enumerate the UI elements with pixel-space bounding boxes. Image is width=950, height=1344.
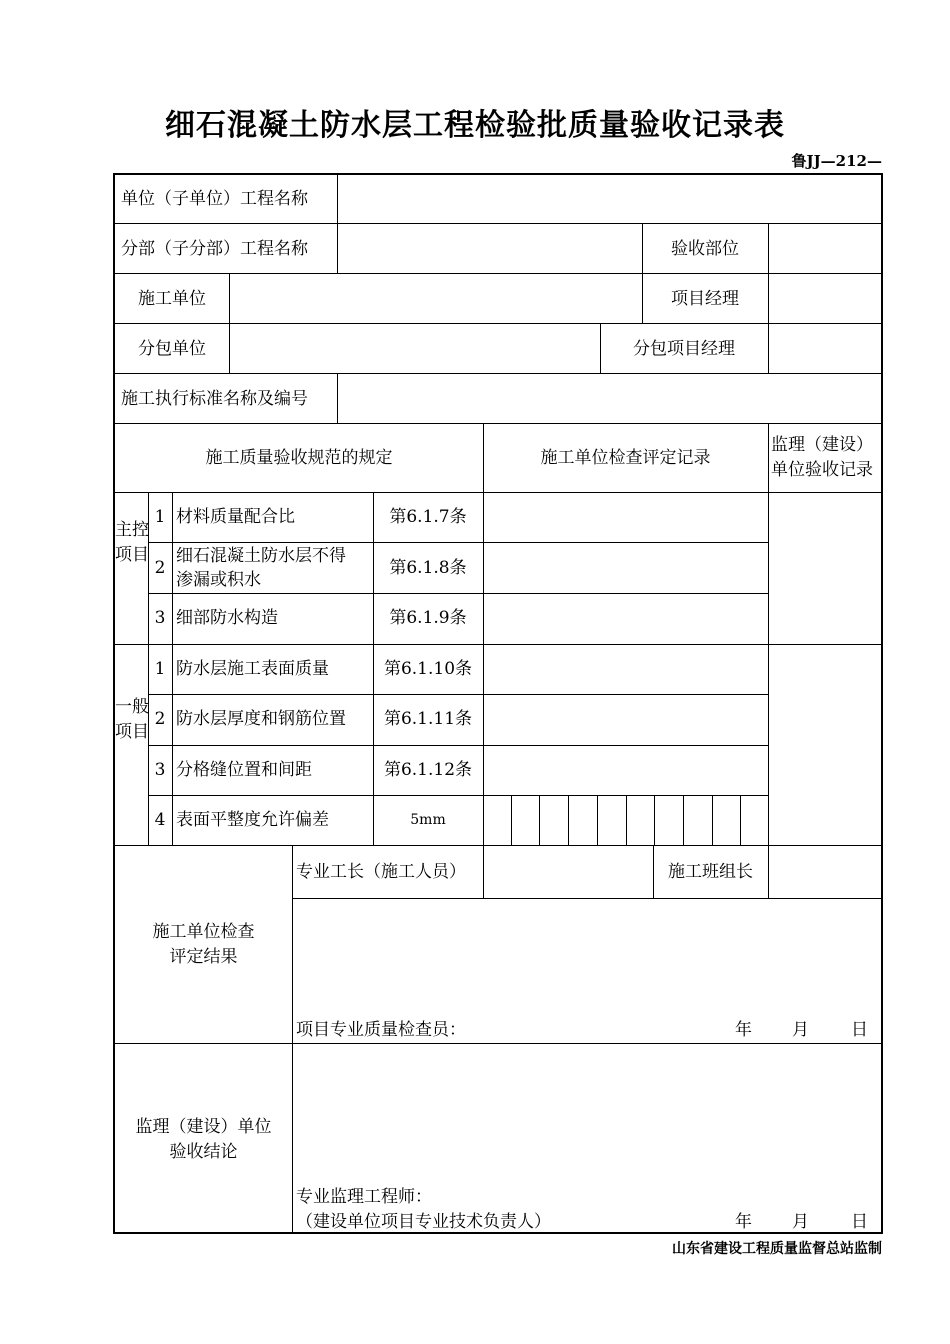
sub-project-manager-label: 分包项目经理	[633, 339, 735, 359]
table-row-no: 1	[154, 659, 166, 679]
table-row-no: 4	[154, 810, 166, 830]
date-month: 月	[792, 1020, 809, 1040]
inspection-form-table	[113, 173, 883, 1234]
item-clause: 第6.1.8条	[389, 558, 467, 578]
standard-label: 施工执行标准名称及编号	[121, 389, 308, 409]
sub-project-label: 分部（子分部）工程名称	[121, 239, 308, 259]
subcontractor-label: 分包单位	[138, 339, 206, 359]
date-day: 日	[851, 1212, 868, 1232]
construction-unit-label: 施工单位	[138, 289, 206, 309]
result-label-line2: 评定结果	[169, 947, 238, 967]
item-clause: 第6.1.12条	[383, 760, 473, 780]
project-manager-label: 项目经理	[671, 289, 739, 309]
engineer-note: （建设单位项目专业技术负责人）	[296, 1212, 551, 1232]
supervision-header-line2: 单位验收记录	[771, 460, 873, 480]
conclusion-label-line2: 验收结论	[169, 1142, 238, 1162]
date-year: 年	[735, 1212, 752, 1232]
table-row-no: 1	[154, 507, 166, 527]
form-code: 鲁JJ—212—	[791, 152, 882, 170]
acceptance-part-label: 验收部位	[671, 239, 739, 259]
footer-issuer: 山东省建设工程质量监督总站监制	[672, 1241, 882, 1257]
team-leader-label: 施工班组长	[668, 862, 753, 882]
item-name: 材料质量配合比	[176, 507, 295, 527]
foreman-label: 专业工长（施工人员）	[296, 862, 466, 882]
result-label-line1: 施工单位检查	[152, 922, 255, 942]
item-name: 防水层施工表面质量	[176, 659, 329, 679]
item-name: 分格缝位置和间距	[176, 760, 312, 780]
supervision-header-line1: 监理（建设）	[771, 435, 873, 455]
item-clause: 第6.1.9条	[389, 608, 467, 628]
item-name: 表面平整度允许偏差	[176, 810, 329, 830]
table-row-no: 2	[154, 558, 166, 578]
item-name: 细部防水构造	[176, 608, 278, 628]
item-name-line2: 渗漏或积水	[176, 570, 261, 590]
tolerance-value: 5mm	[410, 812, 446, 828]
spec-header: 施工质量验收规范的规定	[205, 448, 393, 468]
unit-project-label: 单位（子单位）工程名称	[121, 189, 308, 209]
date-year: 年	[735, 1020, 752, 1040]
inspector-label: 项目专业质量检查员：	[296, 1020, 466, 1040]
date-day: 日	[851, 1020, 868, 1040]
general-items-label: 一般项目	[115, 697, 149, 742]
item-name-line1: 细石混凝土防水层不得	[176, 546, 346, 566]
table-row-no: 2	[154, 709, 166, 729]
check-record-header: 施工单位检查评定记录	[540, 448, 711, 468]
conclusion-label-line1: 监理（建设）单位	[135, 1117, 272, 1137]
item-name: 防水层厚度和钢筋位置	[176, 709, 346, 729]
item-clause: 第6.1.7条	[389, 507, 467, 527]
table-row-no: 3	[154, 608, 166, 628]
table-row-no: 3	[154, 760, 166, 780]
item-clause: 第6.1.11条	[383, 709, 473, 729]
item-clause: 第6.1.10条	[383, 659, 473, 679]
form-title: 细石混凝土防水层工程检验批质量验收记录表	[165, 108, 785, 143]
engineer-label: 专业监理工程师：	[296, 1187, 432, 1207]
date-month: 月	[792, 1212, 809, 1232]
main-items-label: 主控项目	[115, 520, 149, 565]
